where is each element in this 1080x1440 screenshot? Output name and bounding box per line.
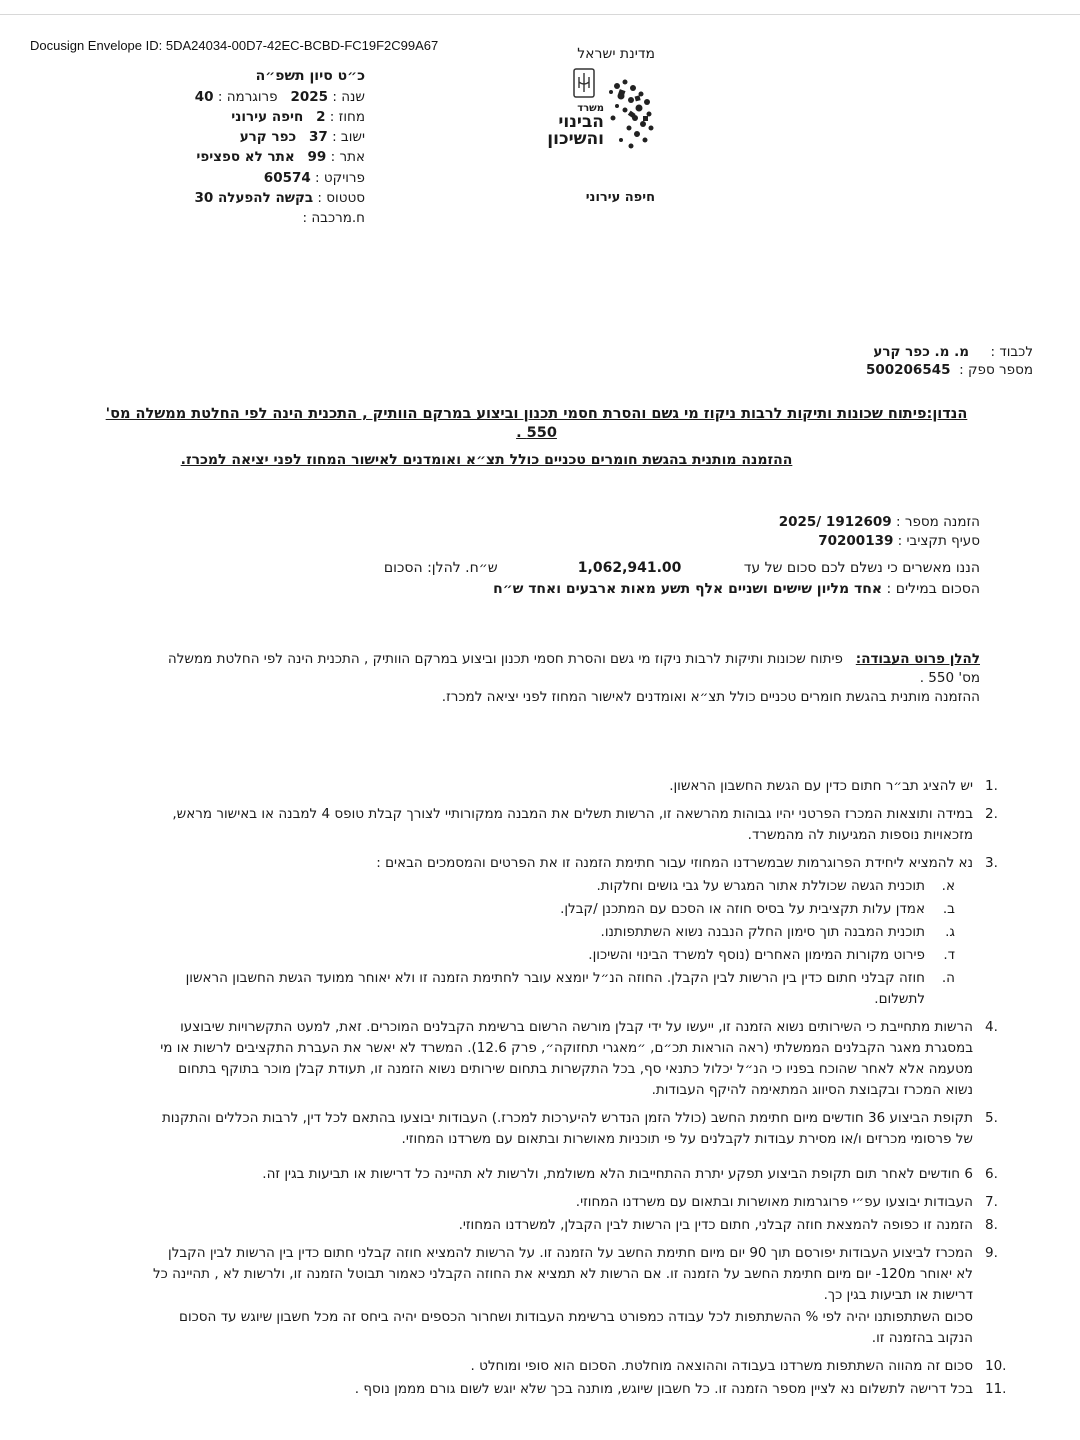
budget-value: 70200139 xyxy=(818,533,894,549)
clause-text: הזמנה זו כפופה להמצאת חוזה קבלני, חתום כדין בין הרשות לבין הקבלן, למשרדנו המחוזי. xyxy=(458,1217,973,1233)
clause-number: 8. xyxy=(985,1217,998,1233)
clause-text: במידה ותוצאות המכרז הפרטני יהיו גבוהות מהרשאה זו, הרשות תשלים את המבנה ממקורותיי לצורך קבלת טופס 4 למבנה או באישור מראש, מזכאויות נוספות המגיעות לה מהמשרד. xyxy=(172,806,973,843)
docusign-envelope-id: Docusign Envelope ID: 5DA24034-00D7-42EC-BCBD-FC19F2C99A67 xyxy=(30,38,439,53)
clause-text: בכל דרישה לתשלום נא לציין מספר הזמנה זו. כל חשבון שיוגש, מותנה בכך שלא יוגש לשום גורם מממן נוסף . xyxy=(354,1381,973,1397)
supplier-label: מספר ספק xyxy=(967,362,1033,378)
to-label: לכבוד xyxy=(999,344,1033,360)
program-label: פרוגרמה xyxy=(226,89,278,105)
clause-number: 4. xyxy=(985,1019,998,1035)
subject-line: הנדון:פיתוח שכונות ותיקות לרבות ניקוז מי גשם והסרת חסמי תכנון וביצוע במרקם הוותיק , התכנית הינה לפי החלטת ממשלה מס' 550 . xyxy=(105,406,968,441)
clause-11 xyxy=(150,1379,1015,1400)
amount-line xyxy=(300,560,980,576)
settlement-name: כפר קרע xyxy=(239,129,297,145)
clause-2 xyxy=(150,804,1015,846)
clause-9 xyxy=(150,1243,1015,1306)
site-name: אתר לא ספציפי xyxy=(196,149,295,165)
header-row-district: מחוז : 2 חיפה עירוני xyxy=(231,109,365,125)
sub-item-e xyxy=(150,968,955,1010)
district-code: 2 xyxy=(316,109,326,125)
site-label: אתר xyxy=(339,149,365,165)
clause-5 xyxy=(150,1108,1015,1150)
site-code: 99 xyxy=(307,149,327,165)
clause-number: 1. xyxy=(985,778,998,794)
sub-item-d xyxy=(150,945,955,966)
clause-text: הרשות מתחייבת כי השירותים נשוא הזמנה זו, ייעשו על ידי קבלן מורשה הרשום ברשימת הקבלנים המוכרים. זאת, למעט התקשרויות שיבוצעו במסגרת מאגר הקבלנים הממשלתי (ראה הוראות תכ״ם, ״מאגרי תחזוקה״, פרק 12.6). המשרד לא יאשר את העברת התקציבים לרשות או מי מטעמה אלא לאחר שהוכח בפניו כי הנ״ל יכלול כתנאי סף, בכל התקשרות בתחום שירותים נשוא הזמנה זו, תעודת קבלן מוכר בתוקף בתחום נשוא המכרז ובקבוצת הסיווג המתאימה להיקף העבודות. xyxy=(160,1019,973,1098)
sub-item-text: תוכנית הגשה שכוללת אתור המגרש על גבי גושים וחלקות. xyxy=(596,878,925,894)
confirm-text: הננו מאשרים כי נשלם לכם סכום של עד xyxy=(743,560,980,576)
clause-number: 9. xyxy=(985,1245,998,1261)
order-number-line: הזמנה מספר : 1912609 /2025 xyxy=(778,514,980,530)
hebrew-date: כ״ט סיון תשפ״ה xyxy=(255,68,365,84)
district-label: חיפה עירוני xyxy=(585,190,655,205)
clause-text: תקופת הביצוע 36 חודשים מיום חתימת החשב (כולל הזמן הנדרש להיערכות למכרז.) העבודות יבוצעו בהתאם לכל דין, לרבות הכללים והתקנות של פרסומי מכרזים ו/או מסירת עבודות לקבלנים על פי תוכניות מאושרות ובתאום עם משרדנו המחוזי. xyxy=(161,1110,973,1147)
details-label: להלן פרוט העבודה: xyxy=(855,651,980,667)
to-value: מ. מ. כפר קרע xyxy=(873,344,970,360)
year-label: שנה xyxy=(341,89,365,105)
ministry-name xyxy=(528,104,604,148)
supplier-value: 500206545 xyxy=(865,362,951,378)
header-row-site: אתר : 99 אתר לא ספציפי xyxy=(196,149,365,165)
budget-label: סעיף תקציבי xyxy=(906,533,980,549)
sub-item-letter: ד. xyxy=(943,947,955,963)
sub-item-letter: א. xyxy=(941,878,955,894)
settlement-label: ישוב xyxy=(340,129,365,145)
clause-text: המכרז לביצוע העבודות יפורסם תוך 90 יום מיום חתימת החשב על הזמנה זו. על הרשות להמציא חוזה קבלני חתום כדין בין הרשות לבין הקבלן לא יאוחר מ120- יום מיום חתימת החשב על הזמנה זו. אם הרשות לא תמציא את החוזה הקבלני כאמור תבוטל הזמנה זו, ולרשות לא , תהיינה כל דרישות או תביעות בגין כך. xyxy=(153,1245,973,1303)
header-row-settlement: ישוב : 37 כפר קרע xyxy=(239,129,365,145)
header-row-project: פרויקט : 60574 xyxy=(263,170,365,186)
state-emblem-icon xyxy=(573,68,595,98)
ministry-line-2: והשיכון xyxy=(547,129,604,149)
ministry-small-word: משרד xyxy=(577,103,604,114)
sub-item-letter: ה. xyxy=(941,970,955,986)
amount-value: 1,062,941.00 xyxy=(577,560,682,576)
clause-10 xyxy=(150,1356,1015,1377)
details-condition: ההזמנה מותנית בהגשת חומרים טכניים כולל תצ״א ואומדנים לאישור המחוז לפני יציאה למכרז. xyxy=(441,689,980,705)
project-value: 60574 xyxy=(263,170,311,186)
clause-6 xyxy=(150,1164,1015,1185)
clause-number: 6. xyxy=(985,1166,998,1182)
clause-text: 6 חודשים לאחר תום תקופת הביצוע תפקע יתרת ההתחייבות הלא משולמת, ולרשות לא תהיינה כל דרישות או תביעות בגין זה. xyxy=(262,1166,973,1182)
district-name: חיפה עירוני xyxy=(231,109,304,125)
status-label: סטטוס xyxy=(326,190,365,206)
project-label: פרויקט xyxy=(323,170,365,186)
condition-line: ההזמנה מותנית בהגשת חומרים טכניים כולל תצ״א ואומדנים לאישור המחוז לפני יציאה למכרז. xyxy=(180,452,793,468)
supplier-line: מספר ספק : 500206545 xyxy=(865,362,1033,378)
recipient-line: לכבוד : מ. מ. כפר קרע xyxy=(873,344,1033,360)
clause-text: יש להציג תב״ר חתום כדין עם הגשת החשבון הראשון. xyxy=(669,778,973,794)
budget-line: סעיף תקציבי : 70200139 xyxy=(818,533,980,549)
clause-9-continued: סכום השתתפותנו יהיה לפי % ההשתתפות לכל עבודה כמפורט ברשימת העבודות ושחרור הכספים יהיה ביחס זה מכל חשבון שיוגש עד הסכום הנקוב בהזמנה זו. xyxy=(178,1309,973,1346)
program-value: 40 xyxy=(194,89,214,105)
sub-item-a xyxy=(150,876,955,897)
sub-item-text: אמדן עלות תקציבית על בסיס חוזה או הסכם עם המתכנן /קבלן. xyxy=(560,901,925,917)
clause-text: העבודות יבוצעו עפ״י פרוגרמות מאושרות ובתאום עם משרדנו המחוזי. xyxy=(575,1194,973,1210)
words-value: אחד מליון שישים ושניים אלף תשע מאות ארבעים ואחד ש״ח xyxy=(493,581,883,597)
ministry-line-1: הבינוי xyxy=(558,112,604,132)
clause-text: סכום זה מהווה השתתפות משרדנו בעבודה וההוצאה מוחלטת. הסכום הוא סופי ומוחלט . xyxy=(470,1358,973,1374)
clause-8 xyxy=(150,1215,1015,1236)
clause-number: 5. xyxy=(985,1110,998,1126)
header-row-merkava: ח.מרכבה : xyxy=(302,210,365,226)
amount-words-line: הסכום במילים : אחד מליון שישים ושניים אלף תשע מאות ארבעים ואחד ש״ח xyxy=(493,581,980,597)
clause-3 xyxy=(150,853,1015,874)
clause-number: 11. xyxy=(985,1381,1007,1397)
order-value: 1912609 /2025 xyxy=(778,514,892,530)
status-value: בקשה להפעלה 30 xyxy=(194,190,314,206)
sub-item-text: תוכנית המבנה תוך סימון החלק הנבנה נשוא השתתפותנו. xyxy=(600,924,925,940)
header-row-status: סטטוס : בקשה להפעלה 30 xyxy=(194,190,365,206)
clause-text: נא להמציא ליחידת הפרוגרמות שבמשרדנו המחוזי עבור חתימת הזמנה זו את הפרטים והמסמכים הבאים : xyxy=(376,855,973,871)
settlement-code: 37 xyxy=(308,129,328,145)
words-label: הסכום במילים xyxy=(895,581,980,597)
clause-7 xyxy=(150,1192,1015,1213)
top-divider xyxy=(0,14,1080,15)
clause-number: 3. xyxy=(985,855,998,871)
sub-item-letter: ג. xyxy=(945,924,955,940)
district-row-label: מחוז xyxy=(338,109,365,125)
clause-number: 2. xyxy=(985,806,998,822)
sub-item-text: חוזה קבלני חתום כדין בין הרשות לבין הקבלן. החוזה הנ״ל יומצא עובר לחתימת הזמנה זו ולא יאוחר ממועד הגשת החשבון הראשון לתשלום. xyxy=(185,970,925,1007)
amount-suffix: ש״ח. להלן: הסכום xyxy=(383,560,498,576)
sub-item-text: פירוט מקורות המימון האחרים (נוסף למשרד הבינוי והשיכון. xyxy=(588,947,925,963)
clauses-list xyxy=(150,776,1015,1407)
clause-number: 7. xyxy=(985,1194,998,1210)
work-details xyxy=(165,650,980,707)
sub-item-c xyxy=(150,922,955,943)
sub-item-letter: ב. xyxy=(942,901,955,917)
merkava-label: ח.מרכבה xyxy=(311,210,365,226)
header-row-year: שנה : 2025 פרוגרמה : 40 xyxy=(194,89,365,105)
year-value: 2025 xyxy=(290,89,329,105)
clause-1 xyxy=(150,776,1015,797)
clause-number: 10. xyxy=(985,1358,1007,1374)
sub-item-b xyxy=(150,899,955,920)
clause-4 xyxy=(150,1017,1015,1101)
details-text: פיתוח שכונות ותיקות לרבות ניקוז מי גשם והסרת חסמי תכנון וביצוע במרקם הוותיק , התכנית הינה לפי החלטת ממשלה מס' 550 . xyxy=(167,651,980,686)
state-caption: מדינת ישראל xyxy=(577,46,655,62)
order-label: הזמנה מספר xyxy=(904,514,980,530)
